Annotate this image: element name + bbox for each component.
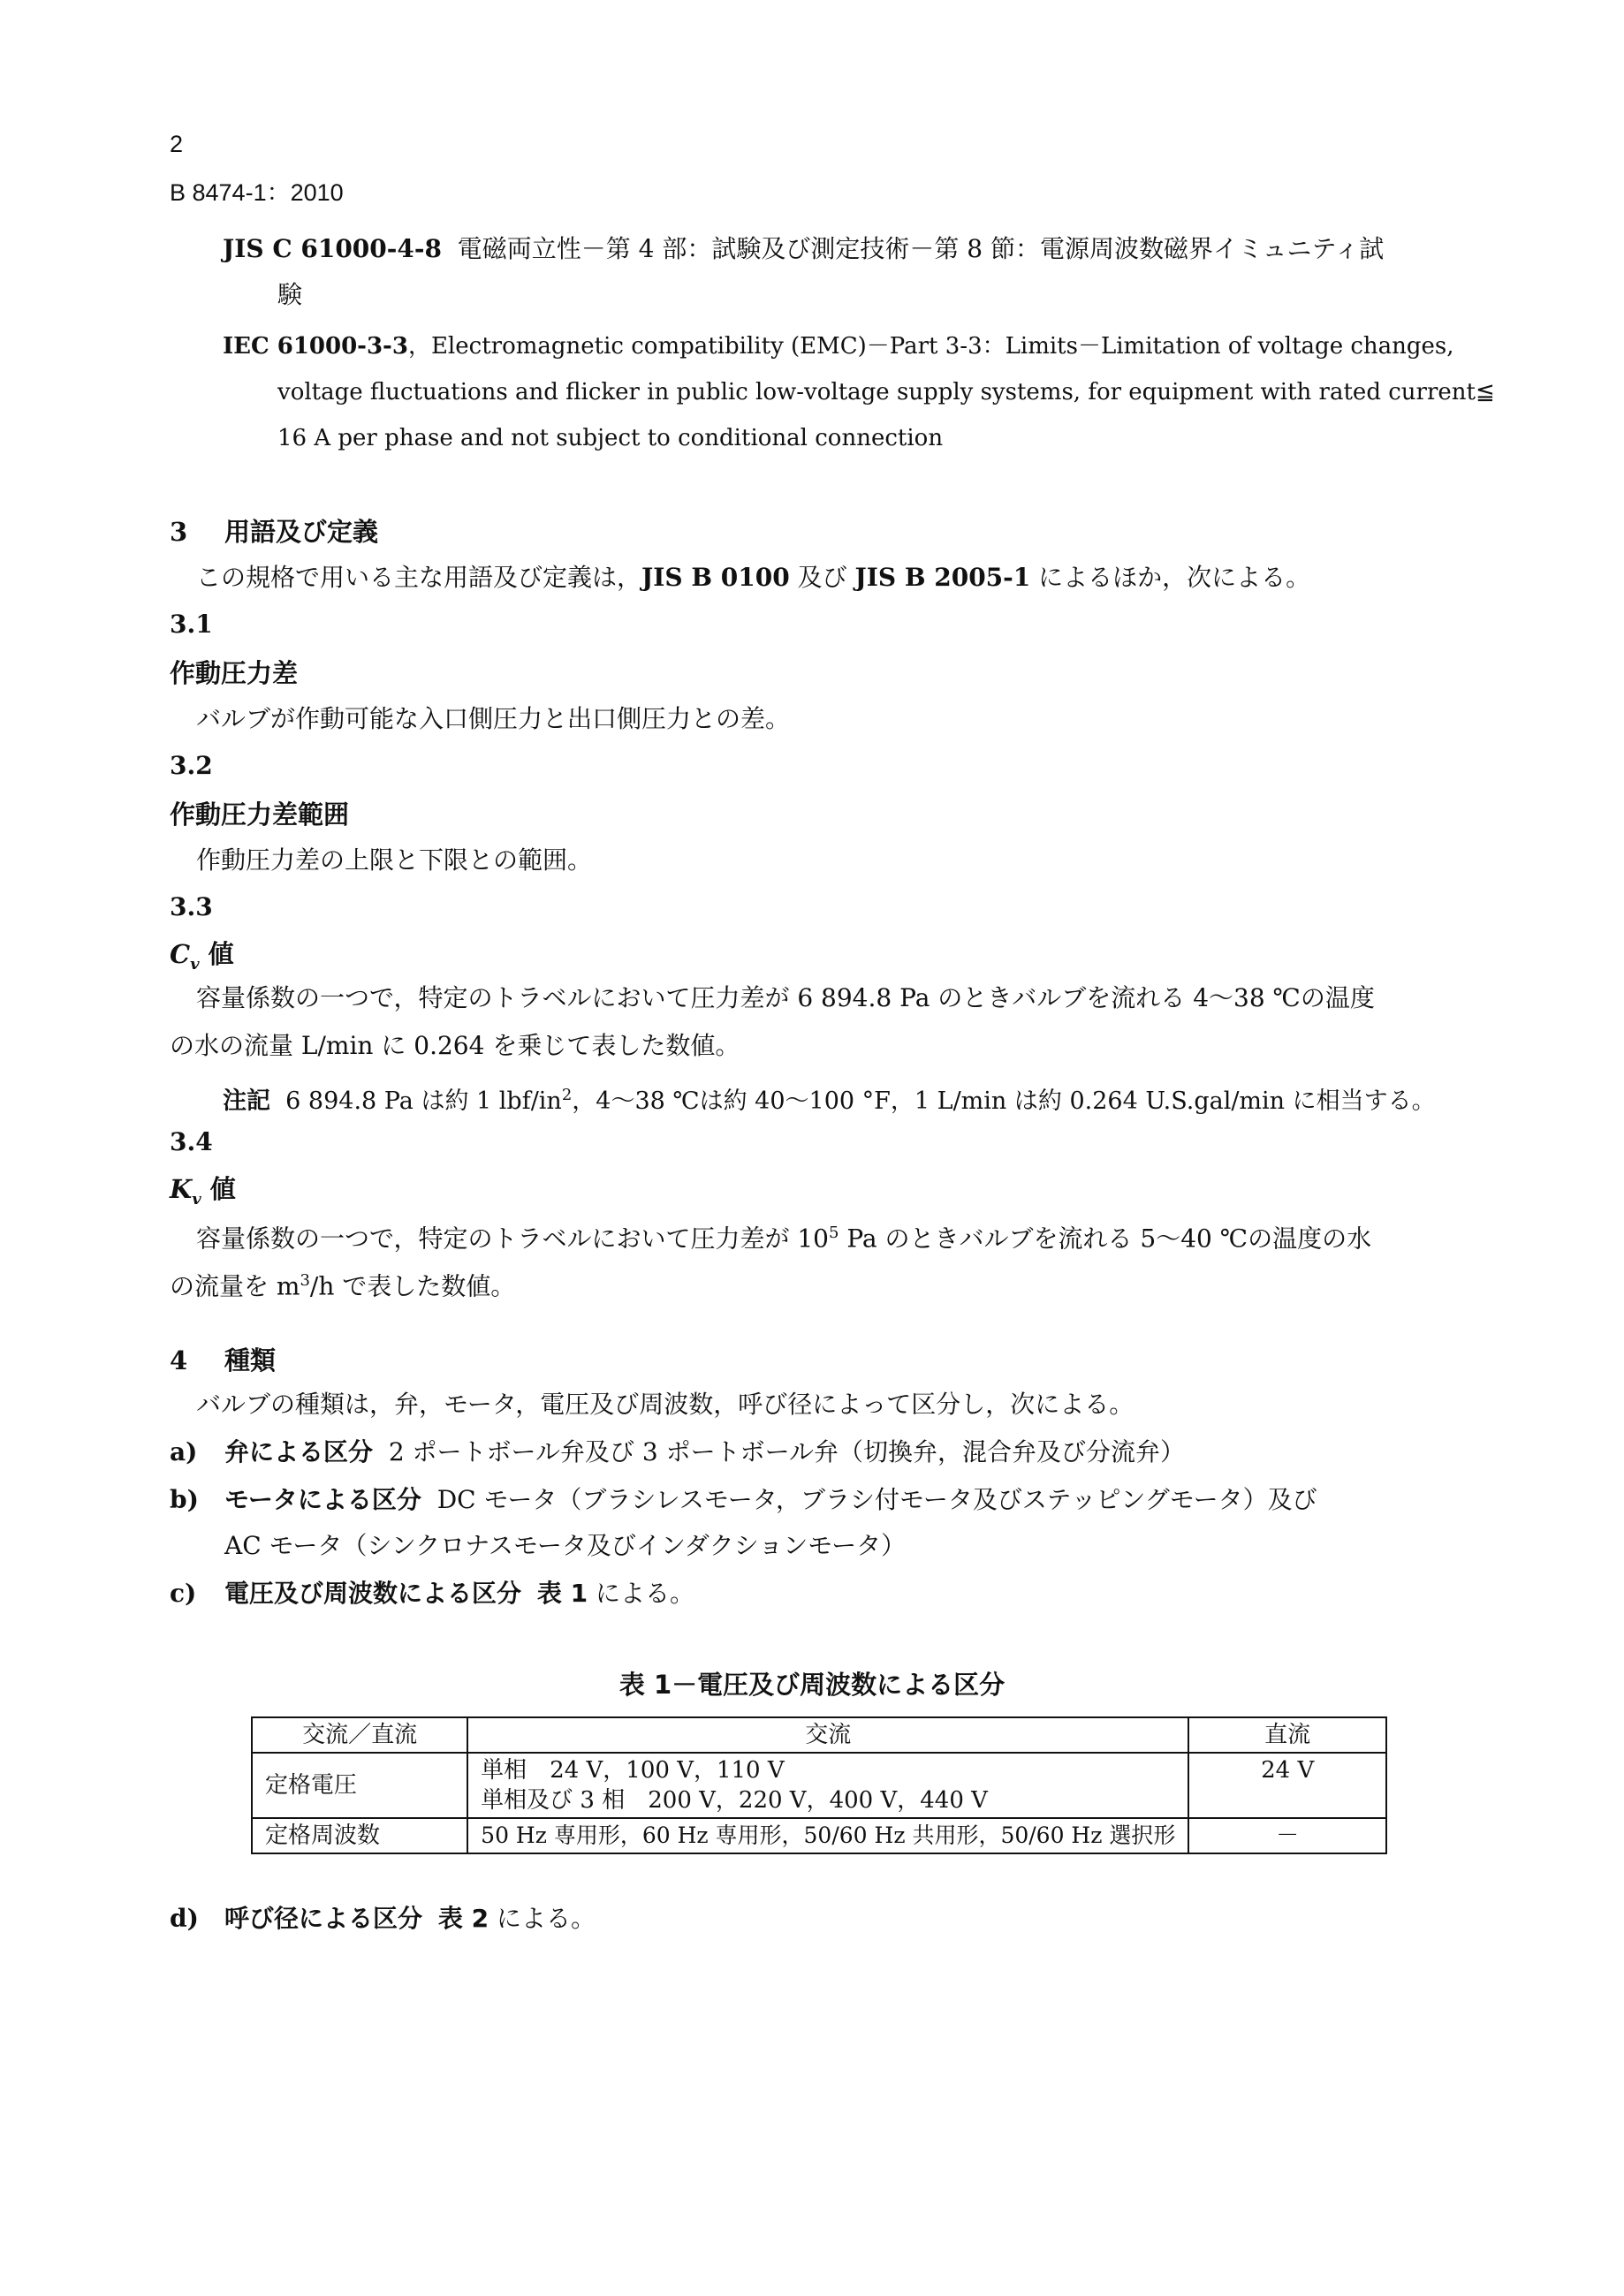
definition-text: Pa のときバルブを流れる 5～40 ℃の温度の水 bbox=[839, 1224, 1372, 1254]
reference-title-continued: 験 bbox=[277, 280, 303, 309]
table-1 bbox=[251, 1716, 1387, 1854]
section-3-intro bbox=[196, 560, 1310, 595]
definition-text: の流量を m bbox=[170, 1271, 300, 1301]
table-row-label: 定格電圧 bbox=[252, 1753, 467, 1818]
list-label: a) bbox=[170, 1437, 198, 1466]
list-item-a bbox=[170, 1435, 1185, 1470]
definition-3-3-line1: 容量係数の一つで，特定のトラベルにおいて圧力差が 6 894.8 Pa のときバルブを流れる 4～38 ℃の温度 bbox=[196, 983, 1375, 1012]
table-header-cell: 交流 bbox=[467, 1717, 1188, 1753]
section-4-intro: バルブの種類は，弁，モータ，電圧及び周波数，呼び径によって区分し，次による。 bbox=[196, 1390, 1135, 1419]
term-suffix: 値 bbox=[201, 1174, 236, 1204]
list-item-b bbox=[170, 1482, 1317, 1518]
table-cell: 50 Hz 専用形，60 Hz 専用形，50/60 Hz 共用形，50/60 Hz 選択形 bbox=[467, 1818, 1188, 1853]
list-heading: 呼び径による区分 bbox=[224, 1904, 423, 1933]
term-3-4 bbox=[170, 1170, 236, 1209]
table-header-cell: 交流／直流 bbox=[252, 1717, 467, 1753]
reference-code: IEC 61000-3-3 bbox=[223, 333, 408, 360]
list-heading: モータによる区分 bbox=[224, 1485, 421, 1514]
table-1-caption: 表 1－電圧及び周波数による区分 bbox=[618, 1670, 1006, 1700]
list-item-b-continued: AC モータ（シンクロナスモータ及びインダクションモータ） bbox=[224, 1531, 907, 1560]
section-title: 用語及び定義 bbox=[224, 517, 379, 547]
table-header-row bbox=[252, 1717, 1386, 1753]
page-number: 2 bbox=[170, 131, 184, 157]
intro-reference: JIS B 0100 bbox=[641, 563, 790, 592]
list-item-d bbox=[170, 1901, 596, 1936]
intro-text: 及び bbox=[789, 563, 855, 592]
list-heading: 弁による区分 bbox=[224, 1437, 374, 1466]
note-text: ，4～38 ℃は約 40～100 °F，1 L/min は約 0.264 U.S.gal/min に相当する。 bbox=[572, 1087, 1436, 1115]
intro-reference: JIS B 2005-1 bbox=[854, 563, 1031, 592]
section-4-heading bbox=[170, 1341, 276, 1377]
clause-3-2: 3.2 bbox=[170, 751, 213, 780]
list-label: d) bbox=[170, 1904, 199, 1933]
list-label: c) bbox=[170, 1579, 197, 1608]
table-cell: 24 V bbox=[1188, 1753, 1386, 1818]
clause-3-1: 3.1 bbox=[170, 610, 213, 639]
reference-title-continued: 16 A per phase and not subject to conditional connection bbox=[277, 425, 944, 451]
clause-3-3: 3.3 bbox=[170, 892, 213, 921]
note-text: 6 894.8 Pa は約 1 lbf/in bbox=[285, 1087, 562, 1115]
standard-id: B 8474-1：2010 bbox=[170, 179, 344, 206]
term-subscript: v bbox=[192, 1189, 201, 1209]
note-label: 注記 bbox=[223, 1087, 270, 1115]
list-item-c bbox=[170, 1576, 694, 1611]
table-cell-line: 単相 24 V，100 V，110 V bbox=[481, 1757, 785, 1784]
section-3-heading bbox=[170, 512, 378, 549]
term-3-3 bbox=[170, 935, 234, 974]
definition-3-3-line2: の水の流量 L/min に 0.264 を乗じて表した数値。 bbox=[170, 1031, 740, 1060]
table-header-cell: 直流 bbox=[1188, 1717, 1386, 1753]
reference-code: JIS C 61000-4-8 bbox=[223, 234, 442, 263]
table-row-label: 定格周波数 bbox=[252, 1818, 467, 1853]
term-symbol: K bbox=[170, 1174, 193, 1204]
reference-title: 電磁両立性－第 4 部：試験及び測定技術－第 8 節：電源周波数磁界イミュニティ試 bbox=[457, 234, 1385, 263]
reference-jis-c-61000-4-8 bbox=[223, 231, 1384, 267]
term-3-1: 作動圧力差 bbox=[170, 658, 299, 688]
table-reference: 表 1 bbox=[536, 1579, 588, 1608]
list-text: による。 bbox=[489, 1904, 596, 1933]
note-3-3 bbox=[223, 1078, 1436, 1119]
definition-3-4-line1 bbox=[196, 1216, 1371, 1256]
definition-3-2: 作動圧力差の上限と下限との範囲。 bbox=[196, 845, 593, 875]
reference-title-continued: voltage fluctuations and flicker in public low-voltage supply systems, for equipment with rated current≦ bbox=[277, 379, 1495, 405]
term-subscript: v bbox=[190, 954, 200, 974]
clause-3-4: 3.4 bbox=[170, 1127, 213, 1156]
definition-superscript: 3 bbox=[300, 1271, 310, 1290]
list-label: b) bbox=[170, 1485, 199, 1514]
table-row bbox=[252, 1818, 1386, 1853]
term-3-2: 作動圧力差範囲 bbox=[170, 799, 350, 830]
reference-iec-61000-3-3 bbox=[223, 329, 1454, 364]
reference-title: ，Electromagnetic compatibility (EMC)－Part 3-3：Limits－Limitation of voltage changes, bbox=[407, 333, 1454, 360]
list-text: 2 ポートボール弁及び 3 ポートボール弁（切換弁，混合弁及び分流弁） bbox=[388, 1437, 1186, 1466]
term-symbol: C bbox=[170, 939, 191, 969]
intro-text: この規格で用いる主な用語及び定義は， bbox=[196, 563, 642, 592]
table-reference: 表 2 bbox=[437, 1904, 489, 1933]
section-title: 種類 bbox=[224, 1345, 277, 1375]
definition-3-4-line2 bbox=[170, 1263, 515, 1304]
section-number: 4 bbox=[170, 1345, 188, 1375]
list-heading: 電圧及び周波数による区分 bbox=[224, 1579, 522, 1608]
table-cell bbox=[467, 1753, 1188, 1818]
definition-text: /h で表した数値。 bbox=[309, 1271, 516, 1301]
section-number: 3 bbox=[170, 517, 188, 547]
term-suffix: 値 bbox=[199, 939, 234, 969]
definition-text: 容量係数の一つで，特定のトラベルにおいて圧力差が 10 bbox=[196, 1224, 829, 1254]
definition-superscript: 5 bbox=[828, 1224, 839, 1242]
note-superscript: 2 bbox=[561, 1086, 573, 1104]
table-cell: － bbox=[1188, 1818, 1386, 1853]
intro-text: によるほか，次による。 bbox=[1030, 563, 1311, 592]
table-cell-line: 単相及び 3 相 200 V，220 V，400 V，440 V bbox=[481, 1787, 988, 1814]
list-text: による。 bbox=[588, 1579, 694, 1608]
definition-3-1: バルブが作動可能な入口側圧力と出口側圧力との差。 bbox=[196, 704, 791, 733]
table-row bbox=[252, 1753, 1386, 1818]
list-text: DC モータ（ブラシレスモータ，ブラシ付モータ及びステッピングモータ）及び bbox=[436, 1485, 1317, 1514]
